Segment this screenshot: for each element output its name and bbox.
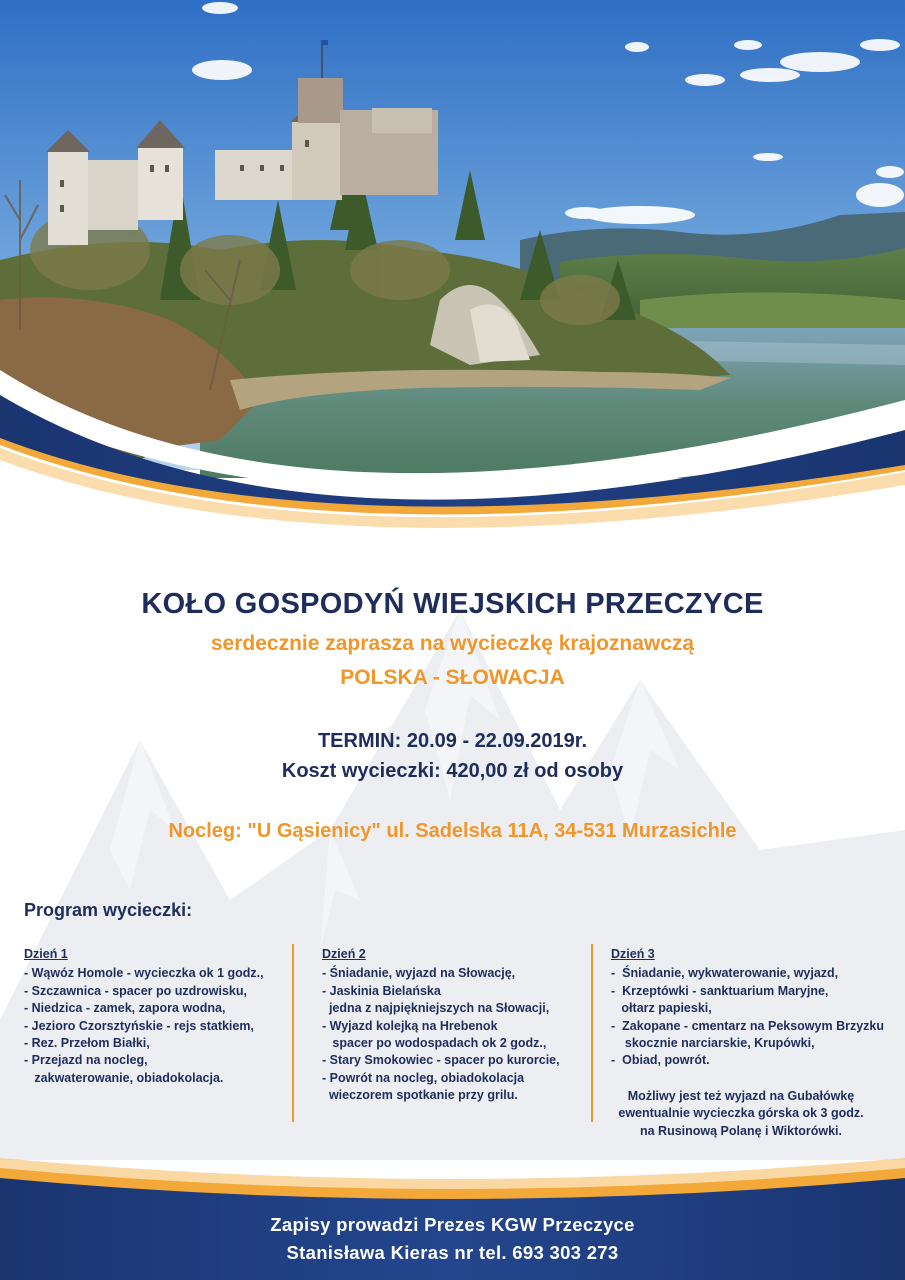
list-item: - Stary Smokowiec - spacer po kurorcie, xyxy=(322,1053,560,1068)
day-2-column xyxy=(322,946,592,1105)
list-item: zakwaterowanie, obiadokolacja. xyxy=(24,1070,224,1085)
footer-line-1: Zapisy prowadzi Prezes KGW Przeczyce xyxy=(270,1214,635,1235)
list-item: wieczorem spotkanie przy grilu. xyxy=(322,1088,518,1103)
list-item: - Powrót na nocleg, obiadokolacja xyxy=(322,1070,525,1085)
list-item: ołtarz papieski, xyxy=(611,1001,712,1016)
list-item: - Zakopane - cmentarz na Peksowym Brzyzku xyxy=(611,1018,885,1033)
list-item: spacer po wodospadach ok 2 godz., xyxy=(322,1036,547,1051)
list-item: - Wąwóz Homole - wycieczka ok 1 godz., xyxy=(24,966,264,981)
trip-cost: Koszt wycieczki: 420,00 zł od osoby xyxy=(281,760,624,782)
list-item: - Śniadanie, wykwaterowanie, wyjazd, xyxy=(611,966,839,981)
note-line: na Rusinową Polanę i Wiktorówki. xyxy=(639,1123,842,1138)
list-item: - Szczawnica - spacer po uzdrowisku, xyxy=(24,983,247,998)
column-divider xyxy=(292,944,294,1122)
list-item: - Jezioro Czorsztyńskie - rejs statkiem, xyxy=(24,1018,254,1033)
day-3-column xyxy=(611,946,901,1140)
list-item: jedna z najpiękniejszych na Słowacji, xyxy=(322,1001,550,1016)
program-heading: Program wycieczki: xyxy=(24,900,193,920)
list-item: - Jaskinia Bielańska xyxy=(322,983,441,998)
note-line: ewentualnie wycieczka górska ok 3 godz. xyxy=(618,1106,864,1121)
list-item: - Przejazd na nocleg, xyxy=(24,1053,148,1068)
list-item: - Wyjazd kolejką na Hrebenok xyxy=(322,1018,498,1033)
trip-destination: POLSKA - SŁOWACJA xyxy=(340,666,565,689)
day-title: Dzień 3 xyxy=(611,947,655,961)
list-item: - Rez. Przełom Białki, xyxy=(24,1036,150,1051)
footer-contact: Stanisława Kieras nr tel. 693 303 273 xyxy=(286,1242,619,1263)
trip-dates: TERMIN: 20.09 - 22.09.2019r. xyxy=(317,730,588,752)
optional-trip-note xyxy=(611,1088,871,1140)
castle-lake-photo xyxy=(0,0,905,560)
day-title: Dzień 2 xyxy=(322,947,366,961)
column-divider xyxy=(591,944,593,1122)
list-item: - Niedzica - zamek, zapora wodna, xyxy=(24,1001,226,1016)
day-title: Dzień 1 xyxy=(24,947,68,961)
day-1-column xyxy=(24,946,284,1087)
invitation-subtitle: serdecznie zaprasza na wycieczkę krajoznawczą xyxy=(210,632,695,655)
lodging-address: Nocleg: "U Gąsienicy" ul. Sadelska 11A, 34-531 Murzasichle xyxy=(168,820,737,842)
list-item: - Krzeptówki - sanktuarium Maryjne, xyxy=(611,983,829,998)
note-line: Możliwy jest też wyjazd na Gubałówkę xyxy=(627,1088,855,1103)
organizer-title: KOŁO GOSPODYŃ WIEJSKICH PRZECZYCE xyxy=(141,588,764,620)
list-item: - Obiad, powrót. xyxy=(611,1053,710,1068)
list-item: - Śniadanie, wyjazd na Słowację, xyxy=(322,966,516,981)
list-item: skocznie narciarskie, Krupówki, xyxy=(611,1036,815,1051)
